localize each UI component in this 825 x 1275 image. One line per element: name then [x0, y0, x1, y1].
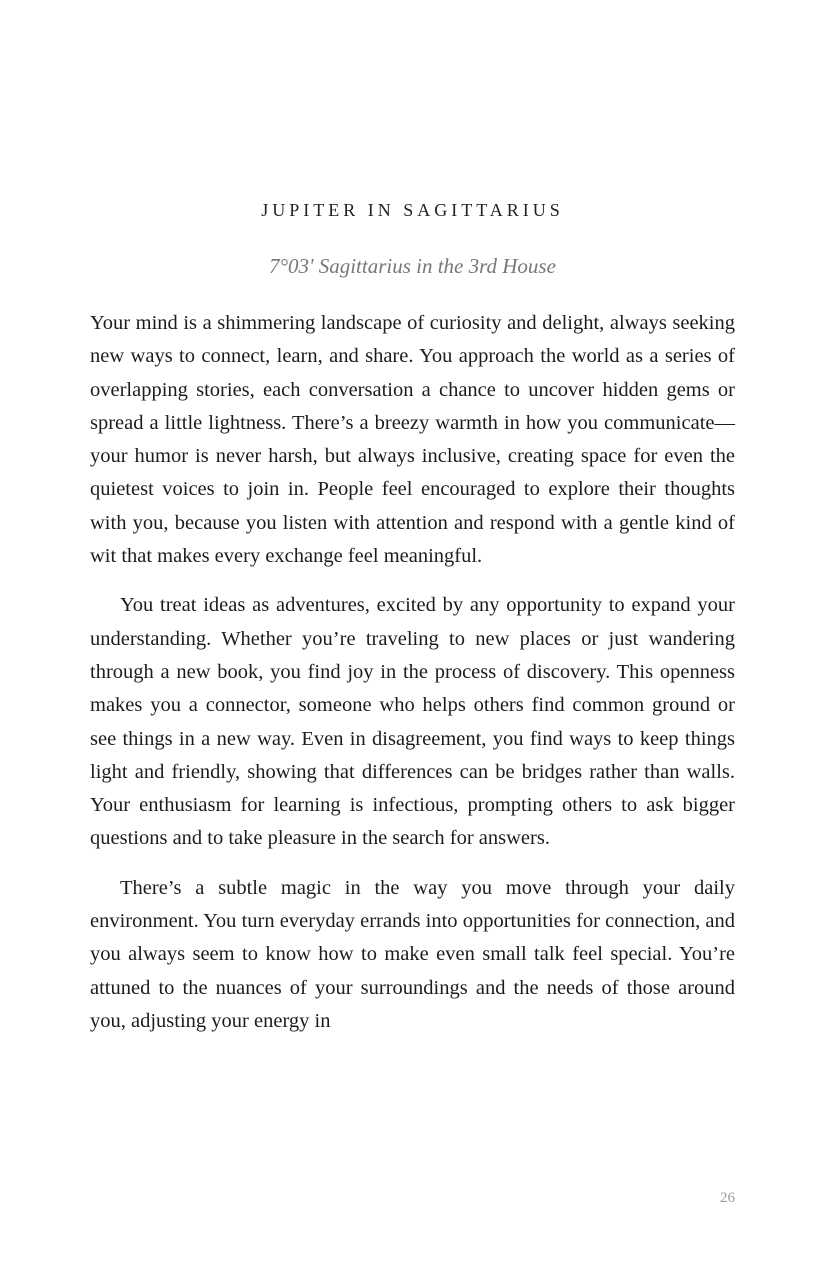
paragraph: Your mind is a shimmering landscape of curiosity and delight, always seeking new ways to connect, learn, and share. You approach the world as a series of overlapping stories, each conversation a chance to uncover hidden gems or spread a little lightness. There’s a breezy warmth in how you communicate—your humor is never harsh, but always inclusive, creating space for even the quietest voices to join in. People feel encouraged to explore their thoughts with you, because you listen with attention and respond with a gentle kind of wit that makes every exchange feel meaningful. [90, 312, 735, 568]
section-subheading: 7°03' Sagittarius in the 3rd House [269, 254, 556, 278]
section-heading: JUPITER IN SAGITTARIUS [261, 200, 564, 220]
body-text [90, 307, 735, 1054]
paragraph: There’s a subtle magic in the way you move through your daily environment. You turn everyday errands into opportunities for connection, and you always seem to know how to make even small talk feel special. You’re attuned to the nuances of your surroundings and the needs of those around you, adjusting your energy in [90, 876, 735, 1032]
page-number: 26 [720, 1190, 735, 1206]
paragraph: You treat ideas as adventures, excited by any opportunity to expand your understanding. Whether you’re traveling to new places or just wandering through a new book, you find joy in the process of discovery. This openness makes you a connector, someone who helps others find common ground or see things in a new way. Even in disagreement, you find ways to keep things light and friendly, showing that differences can be bridges rather than walls. Your enthusiasm for learning is infectious, prompting others to ask bigger questions and to take pleasure in the search for answers. [90, 594, 735, 850]
